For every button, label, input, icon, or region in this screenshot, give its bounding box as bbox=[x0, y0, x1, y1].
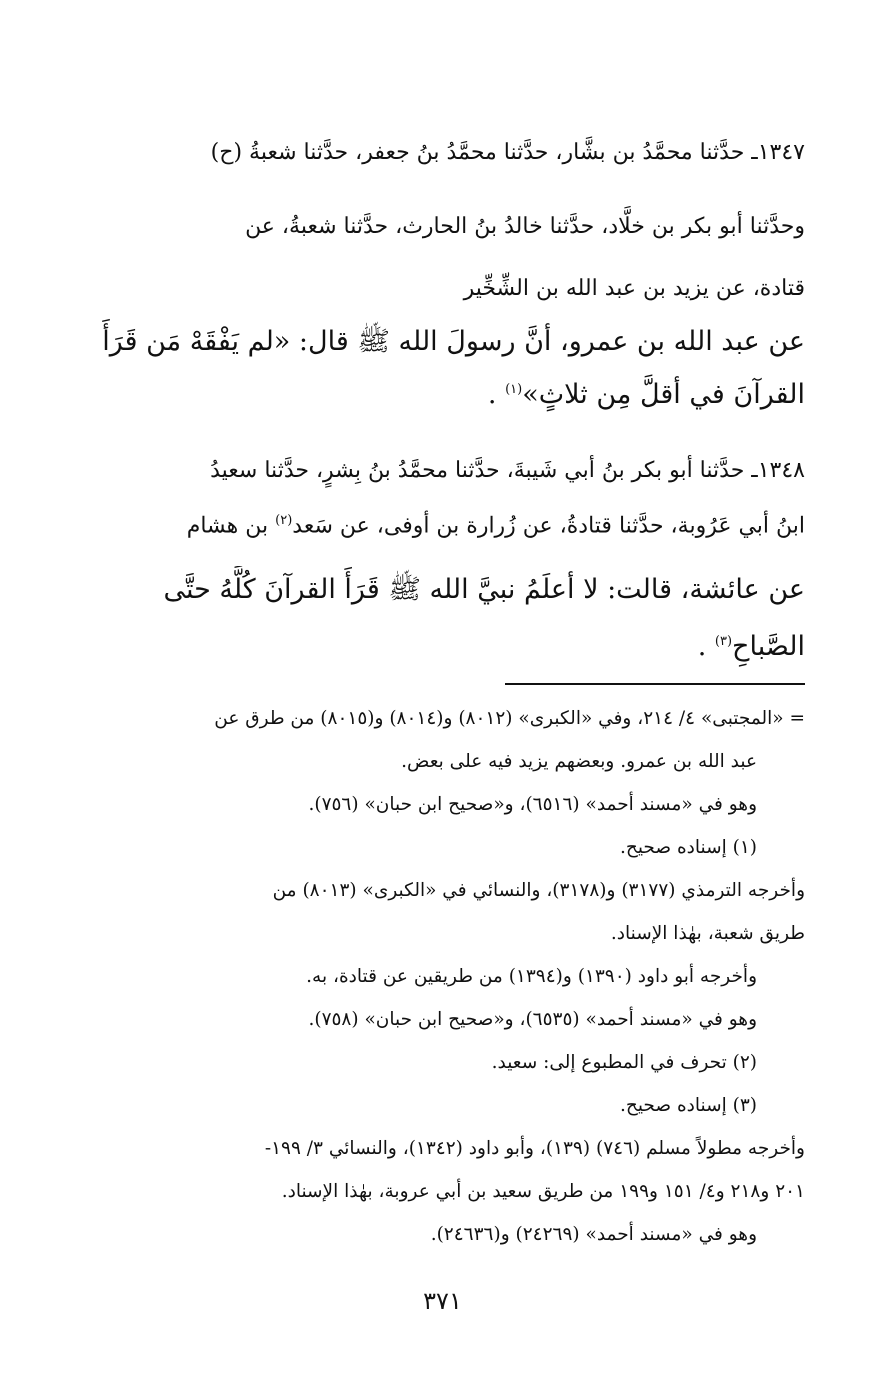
footnote-line: (٣) إسناده صحيح. bbox=[620, 1095, 757, 1116]
full-stop: . bbox=[697, 631, 707, 662]
isnad-line: وحدَّثنا أبو بكر بن خلَّاد، حدَّثنا خالدُ بنُ الحارث، حدَّثنا شعبةُ، عن bbox=[245, 214, 805, 239]
footnote-line: = «المجتبى» ٤/ ٢١٤، وفي «الكبرى» (٨٠١٢) و(٨٠١٤) و(٨٠١٥) من طرق عن bbox=[214, 708, 805, 729]
hadith-1347-matn bbox=[80, 318, 805, 419]
footnote-line: وأخرجه أبو داود (١٣٩٠) و(١٣٩٤) من طريقين عن قتادة، به. bbox=[306, 966, 757, 987]
footnote-marker: (١) bbox=[505, 382, 523, 397]
isnad-line: قتادة، عن يزيد بن عبد الله بن الشِّخِّير bbox=[463, 276, 805, 301]
full-stop: . bbox=[487, 379, 497, 410]
footnote-separator bbox=[505, 683, 805, 685]
hadith-1348-isnad bbox=[80, 440, 805, 557]
footnote-line: وأخرجه الترمذي (٣١٧٧) و(٣١٧٨)، والنسائي في «الكبرى» (٨٠١٣) من bbox=[272, 880, 805, 901]
matn-line bbox=[80, 366, 805, 419]
footnote-line: (٢) تحرف في المطبوع إلى: سعيد. bbox=[491, 1052, 757, 1073]
matn-text: الصَّباحِ bbox=[732, 631, 805, 662]
footnote-line: وهو في «مسند أحمد» (٦٥١٦)، و«صحيح ابن حبان» (٧٥٦). bbox=[308, 794, 757, 815]
matn-line: عن عبد الله بن عمرو، أنَّ رسولَ الله ﷺ قال: «لم يَفْقَهْ مَن قَرَأَ bbox=[102, 326, 805, 357]
matn-line: عن عائشة، قالت: لا أعلَمُ نبيَّ الله ﷺ قَرَأَ القرآنَ كُلَّهُ حتَّى bbox=[163, 574, 805, 605]
hadith-1348-matn bbox=[80, 566, 805, 671]
footnote-marker: (٣) bbox=[714, 634, 733, 649]
isnad-text: ابنُ أبي عَرُوبة، حدَّثنا قتادةُ، عن زُرارة بن أوفى، عن سَعد bbox=[292, 513, 805, 539]
matn-line bbox=[80, 618, 805, 671]
footnote-line: (١) إسناده صحيح. bbox=[620, 837, 757, 858]
isnad-line bbox=[80, 490, 805, 557]
footnote-marker: (٢) bbox=[275, 513, 293, 528]
footnote-line: وهو في «مسند أحمد» (٢٤٢٦٩) و(٢٤٦٣٦). bbox=[430, 1224, 757, 1245]
isnad-line: ١٣٤٧ـ حدَّثنا محمَّدُ بن بشَّار، حدَّثنا محمَّدُ بنُ جعفر، حدَّثنا شعبةُ (ح) bbox=[210, 140, 805, 165]
hadith-1347-isnad bbox=[80, 122, 805, 320]
footnote-line: عبد الله بن عمرو. وبعضهم يزيد فيه على بعض. bbox=[401, 751, 757, 772]
isnad-line: ١٣٤٨ـ حدَّثنا أبو بكر بنُ أبي شَيبةَ، حدَّثنا محمَّدُ بنُ بِشرٍ، حدَّثنا سعيدُ bbox=[210, 458, 805, 483]
footnote-line: ٢٠١ و٢١٨ و٤/ ١٥١ و١٩٩ من طريق سعيد بن أبي عروبة، بهٰذا الإسناد. bbox=[281, 1181, 805, 1202]
footnote-line: طريق شعبة، بهٰذا الإسناد. bbox=[610, 923, 805, 944]
isnad-text: بن هشام bbox=[186, 513, 276, 539]
footnote-line: وأخرجه مطولاً مسلم (٧٤٦) (١٣٩)، وأبو داود (١٣٤٢)، والنسائي ٣/ ١٩٩- bbox=[264, 1138, 805, 1159]
footnote-line: وهو في «مسند أحمد» (٦٥٣٥)، و«صحيح ابن حبان» (٧٥٨). bbox=[308, 1009, 757, 1030]
footnotes bbox=[80, 697, 805, 1256]
page-number: ٣٧١ bbox=[423, 1287, 462, 1315]
matn-text: القرآنَ في أقلَّ مِن ثلاثٍ» bbox=[522, 379, 805, 410]
